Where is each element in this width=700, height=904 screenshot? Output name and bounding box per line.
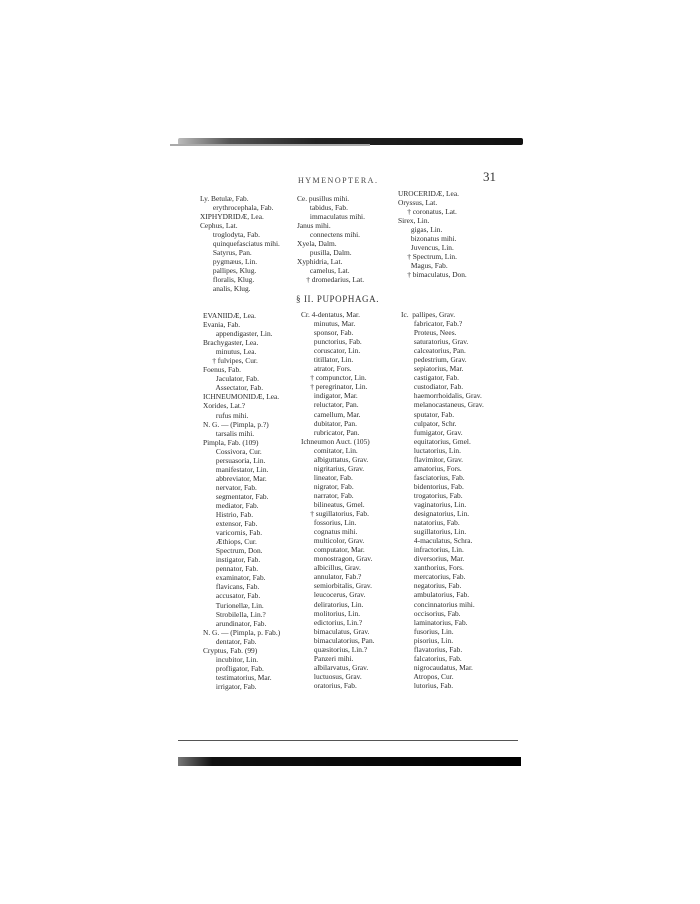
entry-line: Foenus, Fab. — [203, 365, 241, 375]
entry-line: extensor, Fab. — [203, 519, 258, 529]
entry-line: pennator, Fab. — [203, 564, 259, 574]
entry-line: Cephus, Lat. — [200, 221, 238, 231]
entry-line: varicornis, Fab. — [203, 528, 263, 538]
entry-line: EVANIIDÆ, Lea. — [203, 311, 257, 320]
entry-line: pedestrium, Grav. — [401, 355, 467, 365]
entry-line: dubitator, Pan. — [301, 418, 357, 428]
entry-line: Spectrum, Don. — [203, 546, 263, 556]
entry-line: Magus, Fab. — [398, 261, 448, 271]
entry-line: quinquefasciatus mihi. — [200, 239, 280, 249]
entry-line: immaculatus mihi. — [297, 212, 365, 222]
entry-line: pygmæus, Lin. — [200, 257, 258, 267]
entry-line: † peregrinator, Lin. — [301, 382, 368, 392]
entry-line: persuasoria, Lin. — [203, 455, 266, 465]
entry-line: fasciatorius, Fab. — [401, 472, 465, 482]
entry-line: infractorius, Lin. — [401, 545, 464, 555]
entry-line: titillator, Lin. — [301, 355, 354, 365]
entry-line: irrigator, Fab. — [203, 681, 257, 691]
entry-line: Juvencus, Lin. — [398, 243, 454, 253]
entry-line: instigator, Fab. — [203, 555, 261, 565]
entry-line: sugillatorius, Lin. — [401, 527, 467, 537]
entry-line: † bimaculatus, Don. — [398, 270, 467, 280]
entry-line: nigrocaudatus, Mar. — [401, 662, 473, 672]
entry-line: sponsor, Fab. — [301, 328, 354, 338]
entry-line: pisorius, Lin. — [401, 635, 454, 645]
entry-line: fossorius, Lin. — [301, 518, 357, 528]
entry-line: bizonatus mihi. — [398, 234, 457, 244]
entry-line: † sugillatorius, Fab. — [301, 509, 369, 519]
top-column-1 — [200, 194, 280, 294]
entry-line: Ly. Betulæ, Fab. — [200, 194, 249, 203]
entry-line: Turionellæ, Lin. — [203, 600, 264, 610]
entry-line: edictorius, Lin.? — [301, 617, 363, 627]
entry-line: fumigator, Grav. — [401, 427, 463, 437]
entry-line: nervator, Fab. — [203, 482, 257, 492]
bottom-column-2 — [301, 310, 374, 690]
entry-line: rufus mihi. — [203, 410, 249, 420]
entry-line: Histrio, Fab. — [203, 510, 254, 520]
page-number: 31 — [483, 169, 496, 184]
entry-line: mercatorius, Fab. — [401, 572, 466, 582]
scan-edge-bottom-thin — [178, 740, 518, 741]
entry-line: fabricator, Fab.? — [401, 319, 463, 329]
entry-line: minutus, Mar. — [301, 319, 356, 329]
entry-line: Janus mihi. — [297, 221, 331, 231]
scan-edge-bottom — [178, 757, 521, 766]
entry-line: narrator, Fab. — [301, 490, 354, 500]
entry-line: vaginatorius, Lin. — [401, 499, 467, 509]
entry-line: Ichneumon Auct. (105) — [301, 436, 370, 446]
entry-line: gigas, Lin. — [398, 225, 443, 235]
entry-line: lineator, Fab. — [301, 472, 353, 482]
entry-line: flavimitor, Grav. — [401, 454, 464, 464]
entry-line: sputator, Fab. — [401, 409, 455, 419]
entry-line: N. G. — (Pimpla, p.?) — [203, 419, 269, 429]
entry-line: rubricator, Pan. — [301, 427, 360, 437]
entry-line: Evania, Fab. — [203, 320, 241, 330]
entry-line: equitatorius, Gmel. — [401, 436, 471, 446]
entry-line: diversorius, Mar. — [401, 554, 465, 564]
entry-line: bidentorius, Fab. — [401, 481, 464, 491]
entry-line: lutorius, Fab. — [401, 680, 454, 690]
entry-line: † fulvipes, Cur. — [203, 356, 258, 366]
entry-line: deliratorius, Lin. — [301, 599, 364, 609]
entry-line: calceatorius, Pan. — [401, 346, 466, 356]
entry-line: multicolor, Grav. — [301, 536, 365, 546]
entry-line: laminatorius, Fab. — [401, 617, 468, 627]
section-title: § II. PUPOPHAGA. — [296, 294, 380, 304]
entry-line: negatorius, Fab. — [401, 581, 462, 591]
entry-line: culpator, Schr. — [401, 418, 457, 428]
entry-line: cognatus mihi. — [301, 527, 358, 537]
entry-line: † dromedarius, Lat. — [297, 275, 365, 285]
entry-line: Atropos, Cur. — [401, 671, 454, 681]
entry-line: testimatorius, Mar. — [203, 672, 272, 682]
entry-line: Cryptus, Fab. (99) — [203, 645, 258, 655]
entry-line: pusilla, Dalm. — [297, 248, 352, 258]
entry-line: albilarvatus, Grav. — [301, 662, 369, 672]
entry-line: Strobilella, Lin.? — [203, 609, 266, 619]
entry-line: abbreviator, Mar. — [203, 473, 267, 483]
entry-line: punctorius, Fab. — [301, 337, 362, 347]
entry-line: appendigaster, Lin. — [203, 329, 273, 339]
entry-line: xanthorius, Fors. — [401, 563, 464, 573]
entry-line: albiguttatus, Grav. — [301, 454, 369, 464]
entry-line: Brachygaster, Lea. — [203, 338, 259, 348]
entry-line: Cr. 4-dentatus, Mar. — [301, 310, 360, 319]
entry-line: semiorbitalis, Grav. — [301, 581, 372, 591]
entry-line: minutus, Lea. — [203, 347, 257, 357]
entry-line: designatorius, Lin. — [401, 509, 470, 519]
entry-line: incubitor, Lin. — [203, 654, 259, 664]
entry-line: flavatorius, Fab. — [401, 644, 463, 654]
entry-line: Panzeri mihi. — [301, 653, 354, 663]
entry-line: Ce. pusillus mihi. — [297, 194, 350, 203]
top-column-2 — [297, 194, 365, 284]
entry-line: monostragon, Grav. — [301, 554, 373, 564]
entry-line: ICHNEUMONIDÆ, Lea. — [203, 392, 280, 402]
entry-line: Jaculator, Fab. — [203, 374, 259, 384]
entry-line: sepiatorius, Mar. — [401, 364, 464, 374]
entry-line: N. G. — (Pimpla, p. Fab.) — [203, 627, 281, 637]
running-head: HYMENOPTERA. — [298, 176, 379, 185]
entry-line: analis, Klug. — [200, 284, 251, 294]
entry-line: flavicans, Fab. — [203, 582, 260, 592]
entry-line: arundinator, Fab. — [203, 618, 267, 628]
entry-line: † coronatus, Lat. — [398, 207, 457, 217]
entry-line: atrator, Fors. — [301, 364, 352, 374]
entry-line: falcatorius, Fab. — [401, 653, 462, 663]
entry-line: Cossivora, Cur. — [203, 446, 262, 456]
entry-line: indigator, Mar. — [301, 391, 358, 401]
entry-line: Xyela, Dalm. — [297, 239, 337, 249]
entry-line: accusator, Fab. — [203, 591, 261, 601]
entry-line: dentator, Fab. — [203, 636, 257, 646]
entry-line: fusorius, Lin. — [401, 626, 454, 636]
entry-line: examinator, Fab. — [203, 573, 266, 583]
entry-line: computator, Mar. — [301, 545, 365, 555]
entry-line: pallipes, Klug. — [200, 266, 257, 276]
entry-line: profligator, Fab. — [203, 663, 264, 673]
entry-line: luctatorius, Lin. — [401, 445, 461, 455]
entry-line: Oryssus, Lat. — [398, 198, 438, 208]
entry-line: oratorius, Fab. — [301, 680, 357, 690]
entry-line: bilineatus, Gmel. — [301, 499, 365, 509]
entry-line: occisorius, Fab. — [401, 608, 461, 618]
entry-line: Satyrus, Pan. — [200, 248, 252, 258]
entry-line: leucocerus, Grav. — [301, 590, 366, 600]
entry-line: XIPHYDRIDÆ, Lea. — [200, 212, 264, 222]
entry-line: troglodyta, Fab. — [200, 230, 260, 240]
entry-line: mediator, Fab. — [203, 500, 259, 510]
entry-line: luctuosus, Grav. — [301, 671, 362, 681]
entry-line: Xorides, Lat.? — [203, 401, 246, 411]
entry-line: nigrator, Fab. — [301, 481, 354, 491]
entry-line: nigritarius, Grav. — [301, 463, 365, 473]
entry-line: natatorius, Fab. — [401, 518, 460, 528]
entry-line: concinnatorius mihi. — [401, 599, 475, 609]
entry-line: † Spectrum, Lin. — [398, 252, 457, 262]
entry-line: comitator, Lin. — [301, 445, 358, 455]
entry-line: Æthiops, Cur. — [203, 537, 257, 547]
entry-line: ambulatorius, Fab. — [401, 590, 470, 600]
entry-line: reluctator, Pan. — [301, 400, 359, 410]
entry-line: albicillus, Grav. — [301, 563, 361, 573]
entry-line: † compunctor, Lin. — [301, 373, 367, 383]
entry-line: bimaculatorius, Pan. — [301, 635, 375, 645]
top-column-3 — [398, 189, 467, 279]
entry-line: bimaculatus, Grav. — [301, 626, 370, 636]
entry-line: tabidus, Fab. — [297, 203, 348, 213]
entry-line: castigator, Fab. — [401, 373, 459, 383]
scan-edge-top-thin — [170, 144, 370, 146]
entry-line: Pimpla, Fab. (109) — [203, 437, 259, 447]
entry-line: quæsitorius, Lin.? — [301, 644, 368, 654]
entry-line: Xyphidria, Lat. — [297, 257, 343, 267]
entry-line: 4-maculatus, Schra. — [401, 536, 473, 546]
entry-line: saturatorius, Grav. — [401, 337, 469, 347]
entry-line: amatorius, Fors. — [401, 463, 462, 473]
entry-line: camelus, Lat. — [297, 266, 350, 276]
entry-line: haemorrhoidalis, Grav. — [401, 391, 482, 401]
entry-line: connectens mihi. — [297, 230, 361, 240]
entry-line: floralis, Klug. — [200, 275, 255, 285]
entry-line: camellum, Mar. — [301, 409, 361, 419]
entry-line: annulator, Fab.? — [301, 572, 362, 582]
entry-line: tarsalis mihi. — [203, 428, 255, 438]
entry-line: Sirex, Lin. — [398, 216, 430, 226]
entry-line: Proteus, Nees. — [401, 328, 457, 338]
entry-line: UROCERIDÆ, Lea. — [398, 189, 459, 198]
entry-line: Assectator, Fab. — [203, 383, 264, 393]
entry-line: custodiator, Fab. — [401, 382, 464, 392]
bottom-column-3 — [401, 310, 484, 690]
entry-line: Ic. pallipes, Grav. — [401, 310, 456, 319]
entry-line: molitorius, Lin. — [301, 608, 361, 618]
entry-line: segmentator, Fab. — [203, 491, 269, 501]
entry-line: manifestator, Lin. — [203, 464, 269, 474]
bottom-column-1 — [203, 311, 280, 691]
entry-line: trogatorius, Fab. — [401, 490, 463, 500]
entry-line: erythrocephala, Fab. — [200, 203, 274, 213]
entry-line: coruscator, Lin. — [301, 346, 361, 356]
entry-line: melanocastaneus, Grav. — [401, 400, 484, 410]
